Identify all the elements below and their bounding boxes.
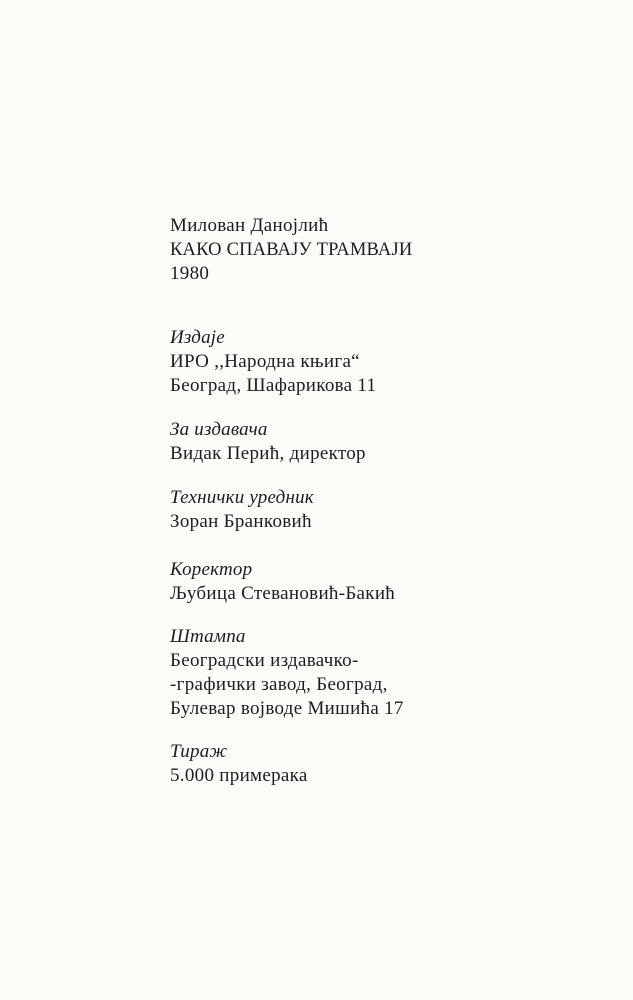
publication-year: 1980 bbox=[170, 263, 210, 284]
technical-editor-section bbox=[170, 486, 610, 534]
printing-section bbox=[170, 625, 610, 721]
publisher-section bbox=[170, 326, 610, 398]
print-run-section bbox=[170, 740, 610, 788]
printer-address: Булевар војводе Мишића 17 bbox=[170, 698, 404, 719]
proofreader-name: Љубица Стевановић-Бакић bbox=[170, 583, 396, 604]
for-publisher-section bbox=[170, 418, 610, 466]
printer-name-line2: -графички завод, Београд, bbox=[170, 674, 388, 695]
print-run-label: Тираж bbox=[170, 741, 228, 762]
for-publisher-name: Видак Перић, директор bbox=[170, 443, 366, 464]
technical-editor-name: Зоран Бранковић bbox=[170, 511, 312, 532]
publisher-label: Издаје bbox=[170, 327, 225, 348]
publisher-address: Београд, Шафарикова 11 bbox=[170, 375, 377, 396]
author-name: Милован Данојлић bbox=[170, 215, 329, 236]
for-publisher-label: За издавача bbox=[170, 419, 268, 440]
proofreader-section bbox=[170, 558, 610, 606]
publisher-name: ИРО ,,Народна књига“ bbox=[170, 351, 360, 372]
print-run-count: 5.000 примерака bbox=[170, 765, 308, 786]
book-title: КАКО СПАВАЈУ ТРАМВАЈИ bbox=[170, 240, 413, 260]
printing-label: Штампа bbox=[170, 626, 246, 647]
printer-name-line1: Београдски издавачко- bbox=[170, 650, 359, 671]
proofreader-label: Коректор bbox=[170, 559, 253, 580]
book-header bbox=[170, 214, 610, 286]
technical-editor-label: Технички уредник bbox=[170, 487, 314, 508]
